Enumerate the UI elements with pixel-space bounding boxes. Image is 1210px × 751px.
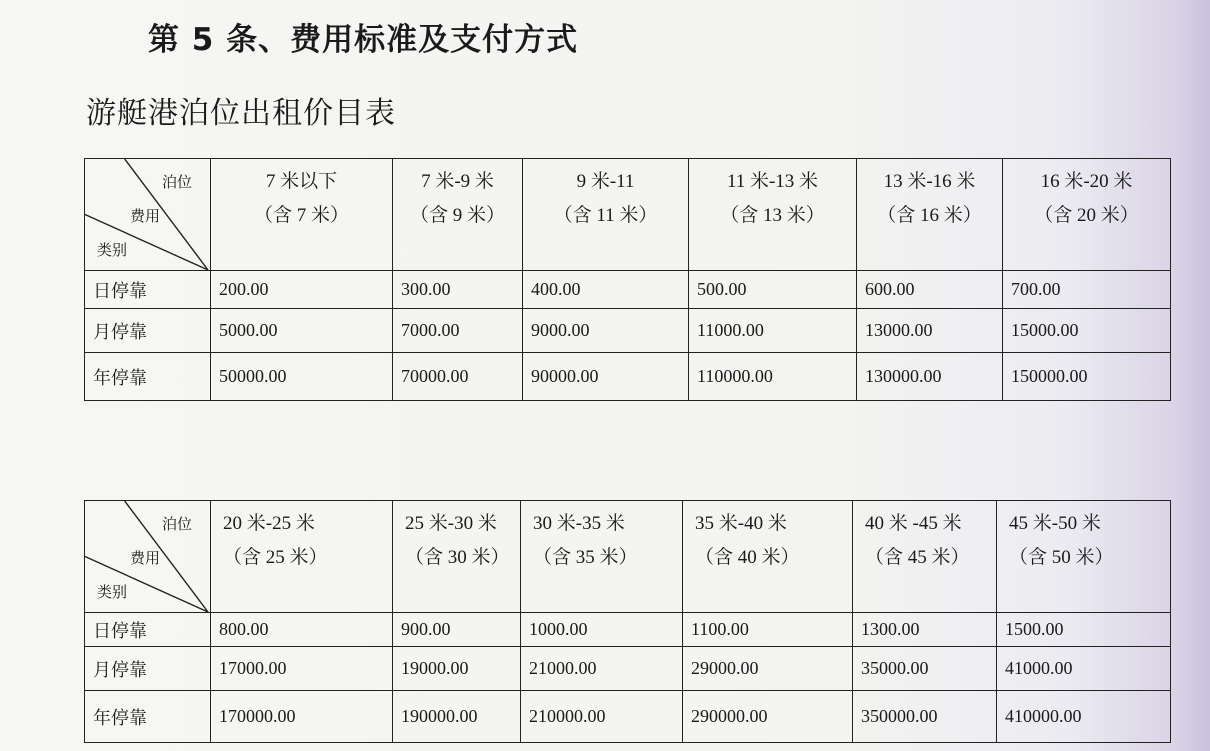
table-row bbox=[85, 309, 1171, 353]
corner-label-berth: 泊位 bbox=[161, 517, 192, 533]
table-row bbox=[85, 353, 1171, 401]
price-cell: 500.00 bbox=[689, 271, 857, 309]
table-row bbox=[85, 647, 1171, 691]
table-header-row bbox=[85, 159, 1171, 271]
column-header: 30 米-35 米 （含 35 米） bbox=[521, 501, 683, 613]
price-cell: 400.00 bbox=[523, 271, 689, 309]
row-label: 月停靠 bbox=[85, 647, 211, 691]
price-cell: 13000.00 bbox=[857, 309, 1003, 353]
price-cell: 11000.00 bbox=[689, 309, 857, 353]
price-cell: 300.00 bbox=[393, 271, 523, 309]
price-cell: 50000.00 bbox=[211, 353, 393, 401]
price-cell: 210000.00 bbox=[521, 691, 683, 743]
column-header: 13 米-16 米 （含 16 米） bbox=[857, 159, 1003, 271]
price-cell: 70000.00 bbox=[393, 353, 523, 401]
price-cell: 21000.00 bbox=[521, 647, 683, 691]
column-header: 45 米-50 米 （含 50 米） bbox=[997, 501, 1171, 613]
price-cell: 1100.00 bbox=[683, 613, 853, 647]
row-label: 年停靠 bbox=[85, 691, 211, 743]
table-row bbox=[85, 271, 1171, 309]
price-cell: 35000.00 bbox=[853, 647, 997, 691]
corner-header-cell bbox=[85, 159, 211, 271]
price-cell: 19000.00 bbox=[393, 647, 521, 691]
price-table-2 bbox=[84, 500, 1171, 743]
price-cell: 1000.00 bbox=[521, 613, 683, 647]
column-header: 20 米-25 米 （含 25 米） bbox=[211, 501, 393, 613]
column-header: 40 米 -45 米 （含 45 米） bbox=[853, 501, 997, 613]
row-label: 年停靠 bbox=[85, 353, 211, 401]
corner-label-category: 类别 bbox=[97, 585, 128, 601]
price-cell: 290000.00 bbox=[683, 691, 853, 743]
column-header: 35 米-40 米 （含 40 米） bbox=[683, 501, 853, 613]
corner-label-fee: 费用 bbox=[129, 209, 160, 225]
row-label: 月停靠 bbox=[85, 309, 211, 353]
price-cell: 800.00 bbox=[211, 613, 393, 647]
price-cell: 9000.00 bbox=[523, 309, 689, 353]
price-cell: 410000.00 bbox=[997, 691, 1171, 743]
table-row bbox=[85, 691, 1171, 743]
price-cell: 15000.00 bbox=[1003, 309, 1171, 353]
price-cell: 190000.00 bbox=[393, 691, 521, 743]
page-title: 第 5 条、费用标准及支付方式 bbox=[148, 22, 579, 58]
table-header-row bbox=[85, 501, 1171, 613]
price-cell: 130000.00 bbox=[857, 353, 1003, 401]
corner-label-berth: 泊位 bbox=[161, 175, 192, 191]
corner-label-category: 类别 bbox=[97, 243, 128, 259]
price-cell: 17000.00 bbox=[211, 647, 393, 691]
price-cell: 150000.00 bbox=[1003, 353, 1171, 401]
price-cell: 170000.00 bbox=[211, 691, 393, 743]
price-cell: 90000.00 bbox=[523, 353, 689, 401]
price-cell: 41000.00 bbox=[997, 647, 1171, 691]
price-table-1 bbox=[84, 158, 1171, 401]
price-cell: 350000.00 bbox=[853, 691, 997, 743]
column-header: 25 米-30 米 （含 30 米） bbox=[393, 501, 521, 613]
price-cell: 700.00 bbox=[1003, 271, 1171, 309]
price-cell: 200.00 bbox=[211, 271, 393, 309]
column-header: 16 米-20 米 （含 20 米） bbox=[1003, 159, 1171, 271]
corner-label-fee: 费用 bbox=[129, 551, 160, 567]
price-cell: 7000.00 bbox=[393, 309, 523, 353]
column-header: 7 米-9 米 （含 9 米） bbox=[393, 159, 523, 271]
price-cell: 900.00 bbox=[393, 613, 521, 647]
corner-header-cell bbox=[85, 501, 211, 613]
column-header: 9 米-11 （含 11 米） bbox=[523, 159, 689, 271]
column-header: 7 米以下 （含 7 米） bbox=[211, 159, 393, 271]
price-cell: 110000.00 bbox=[689, 353, 857, 401]
table-row bbox=[85, 613, 1171, 647]
price-cell: 1500.00 bbox=[997, 613, 1171, 647]
price-cell: 5000.00 bbox=[211, 309, 393, 353]
price-cell: 29000.00 bbox=[683, 647, 853, 691]
price-cell: 1300.00 bbox=[853, 613, 997, 647]
price-list-title: 游艇港泊位出租价目表 bbox=[86, 96, 396, 131]
row-label: 日停靠 bbox=[85, 613, 211, 647]
price-cell: 600.00 bbox=[857, 271, 1003, 309]
column-header: 11 米-13 米 （含 13 米） bbox=[689, 159, 857, 271]
row-label: 日停靠 bbox=[85, 271, 211, 309]
